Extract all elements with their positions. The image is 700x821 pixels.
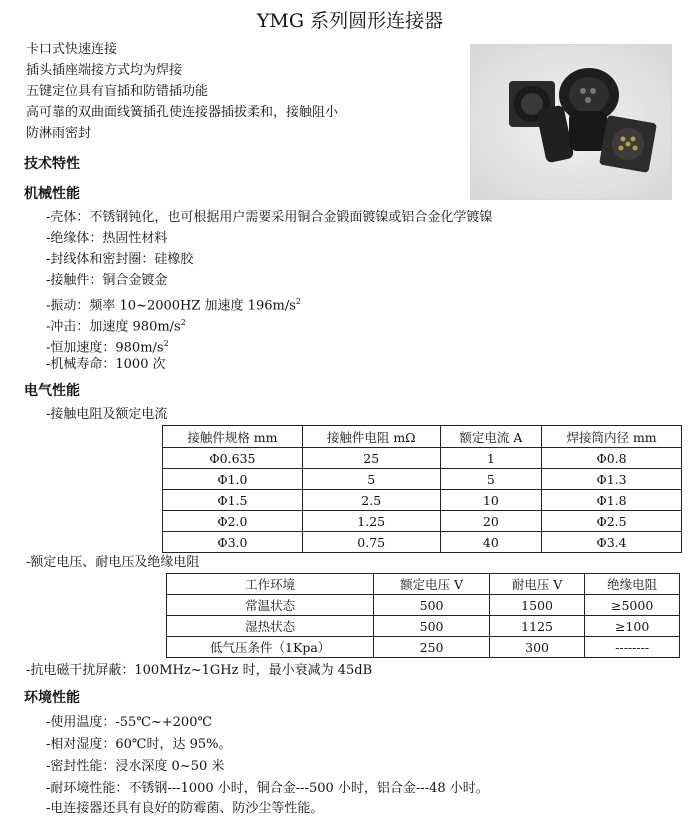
- table-cell: 1125: [489, 616, 584, 637]
- table-cell: Φ1.8: [542, 490, 682, 511]
- table-cell: --------: [585, 637, 680, 658]
- feature-line: 五键定位具有盲插和防错插功能: [26, 84, 209, 99]
- table-cell: Φ3.4: [542, 532, 682, 553]
- table-header: 接触件电阻 mΩ: [302, 426, 440, 448]
- mech-line: -接触件：铜合金镀金: [46, 273, 168, 288]
- table-cell: 5: [302, 469, 440, 490]
- mech-line-text: -恒加速度：980m/s: [46, 340, 164, 356]
- table-cell: 0.75: [302, 532, 440, 553]
- mech-line: -壳体：不锈钢钝化，也可根据用户需要采用铜合金锻面镀镍或铝合金化学镀镍: [46, 210, 493, 225]
- table-header: 耐电压 V: [489, 574, 584, 595]
- table-cell: 500: [374, 616, 490, 637]
- table-cell: 2.5: [302, 490, 440, 511]
- table-row: [163, 490, 682, 511]
- table-cell: 1: [440, 448, 542, 469]
- elec-intro: -接触电阻及额定电流: [46, 407, 168, 422]
- env-line: -使用温度：-55℃~+200℃: [46, 715, 213, 730]
- superscript: 2: [295, 297, 301, 306]
- table-cell: 25: [302, 448, 440, 469]
- mech-line: -封线体和密封圈：硅橡胶: [46, 252, 194, 267]
- page-title: YMG 系列圆形连接器: [256, 10, 444, 32]
- mech-line: -绝缘体：热固性材料: [46, 231, 168, 246]
- table-row: [167, 616, 680, 637]
- table-cell: Φ1.3: [542, 469, 682, 490]
- table-cell: Φ1.5: [163, 490, 303, 511]
- superscript: 2: [180, 318, 186, 327]
- table-row: [163, 469, 682, 490]
- table-cell: 1500: [489, 595, 584, 616]
- mech-line: -机械寿命：1000 次: [46, 357, 166, 372]
- mech-line-text: -冲击：加速度 980m/s: [46, 319, 181, 335]
- section-heading-tech: 技术特性: [24, 156, 80, 172]
- table-cell: 250: [374, 637, 490, 658]
- section-heading-env: 环境性能: [24, 690, 80, 706]
- table-cell: 1.25: [302, 511, 440, 532]
- env-line: -耐环境性能：不锈钢---1000 小时，铜合金---500 小时，铝合金---48 小时。: [46, 781, 489, 796]
- elec-intro-2: -额定电压、耐电压及绝缘电阻: [26, 555, 200, 570]
- voltage-insulation-table: [166, 573, 680, 658]
- table-row: [163, 532, 682, 553]
- table-cell: 5: [440, 469, 542, 490]
- mech-line-text: -振动：频率 10~2000HZ 加速度 196m/s: [46, 298, 296, 314]
- feature-line: 插头插座端接方式均为焊接: [26, 63, 183, 78]
- env-line: -电连接器还具有良好的防霉菌、防沙尘等性能。: [46, 801, 324, 816]
- connector-product-photo: [470, 44, 672, 200]
- table-row: [163, 448, 682, 469]
- table-cell: Φ1.0: [163, 469, 303, 490]
- contact-spec-table: [162, 425, 682, 553]
- env-line: -相对湿度：60℃时，达 95%。: [46, 737, 232, 752]
- feature-line: 高可靠的双曲面线簧插孔使连接器插拔柔和，接触阻小: [26, 105, 339, 120]
- table-header: 额定电流 A: [440, 426, 542, 448]
- section-heading-elec: 电气性能: [24, 383, 80, 399]
- table-cell: Φ0.8: [542, 448, 682, 469]
- table-cell: 500: [374, 595, 490, 616]
- table-header: 工作环境: [167, 574, 374, 595]
- table-row: [167, 595, 680, 616]
- section-heading-mech: 机械性能: [24, 186, 80, 202]
- table-cell: Φ3.0: [163, 532, 303, 553]
- superscript: 2: [163, 339, 169, 348]
- table-cell: ≥5000: [585, 595, 680, 616]
- table-cell: Φ0.635: [163, 448, 303, 469]
- table-row: [163, 511, 682, 532]
- feature-line: 防淋雨密封: [26, 126, 92, 141]
- table-cell: 低气压条件（1Kpa）: [167, 637, 374, 658]
- emi-line: -抗电磁干扰屏蔽：100MHz~1GHz 时，最小衰减为 45dB: [26, 663, 373, 678]
- table-cell: Φ2.0: [163, 511, 303, 532]
- table-cell: Φ2.5: [542, 511, 682, 532]
- table-row: [167, 637, 680, 658]
- table-cell: 20: [440, 511, 542, 532]
- table-cell: 10: [440, 490, 542, 511]
- table-cell: ≥100: [585, 616, 680, 637]
- table-header: 绝缘电阻: [585, 574, 680, 595]
- table-header: 焊接筒内径 mm: [542, 426, 682, 448]
- table-cell: 300: [489, 637, 584, 658]
- feature-line: 卡口式快速连接: [26, 42, 118, 57]
- table-header: 接触件规格 mm: [163, 426, 303, 448]
- table-cell: 常温状态: [167, 595, 374, 616]
- table-cell: 40: [440, 532, 542, 553]
- env-line: -密封性能：浸水深度 0~50 米: [46, 759, 225, 774]
- table-header: 额定电压 V: [374, 574, 490, 595]
- table-cell: 湿热状态: [167, 616, 374, 637]
